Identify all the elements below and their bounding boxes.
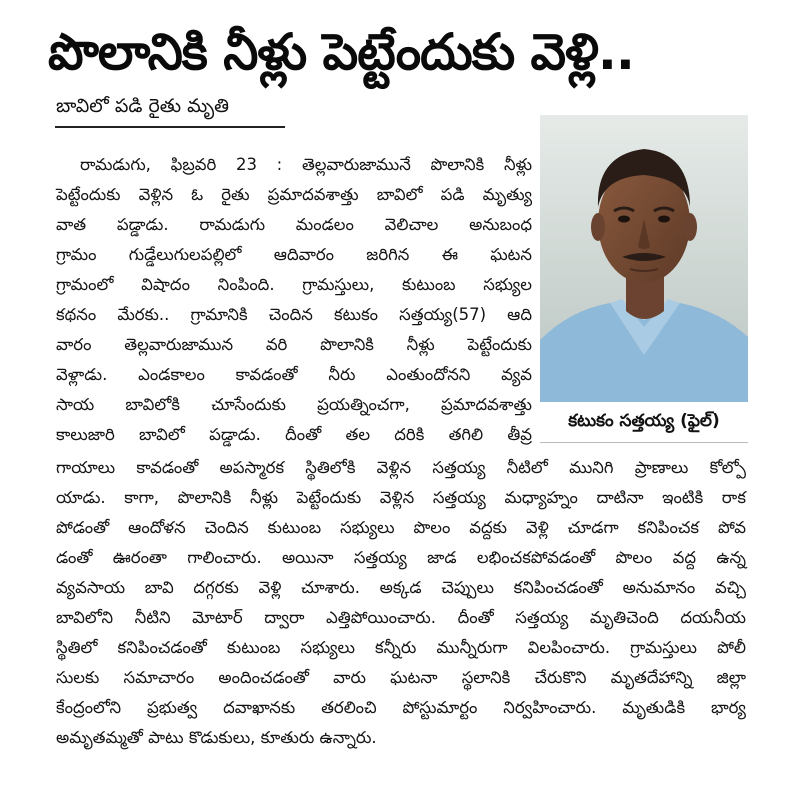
- body-line: డంతో ఊరంతా గాలించారు. అయినా సత్తయ్య జాడ లభించకపోవడంతో పొలం వద్ద ఉన్న: [56, 548, 746, 567]
- body-line: బావిలోని నీటిని మోటార్ ద్వారా ఎత్తిపోయించారు. దీంతో సత్తయ్య మృతిచెంది దయనీయ: [56, 608, 746, 627]
- body-line: కాలుజారి బావిలో పడ్డాడు. దీంతో తల దరికి తగిలి తీవ్ర: [56, 425, 532, 444]
- body-line: కథనం మేరకు.. గ్రామానికి చెందిన కటుకం సత్తయ్య(57) ఆది: [56, 305, 532, 324]
- body-line: గ్రామంలో విషాదం నింపింది. గ్రామస్తులు, కుటుంబ సభ్యుల: [56, 275, 532, 294]
- body-line: వారం తెల్లవారుజామున వరి పొలానికి నీళ్లు పెట్టేందుకు: [56, 335, 532, 354]
- body-line: పోడంతో ఆందోళన చెందిన కుటుంబ సభ్యులు పొలం వద్దకు వెళ్లి చూడగా కనిపించక పోవ: [56, 518, 746, 537]
- body-line: వ్యవసాయ బావి దగ్గరకు వెళ్లి చూశారు. అక్కడ చెప్పులు కనిపించడంతో అనుమానం వచ్చి: [56, 578, 746, 597]
- body-line: స్థితిలో కనిపించడంతో కుటుంబ సభ్యులు కన్నీరు మున్నీరుగా విలపించారు. గ్రామస్తులు పోలీ: [56, 638, 746, 657]
- subheadline-underline: [55, 126, 285, 128]
- body-line: సాయ బావిలోకి చూసేందుకు ప్రయత్నించగా, ప్రమాదవశాత్తు: [56, 395, 532, 414]
- subheadline: బావిలో పడి రైతు మృతి: [56, 95, 229, 117]
- headline: పొలానికి నీళ్లు పెట్టేందుకు వెళ్లి..: [48, 23, 634, 81]
- body-line: కేంద్రంలోని ప్రభుత్వ దవాఖానకు తరలించి పోస్టుమార్టం నిర్వహించారు. మృతుడికి భార్య: [56, 698, 746, 717]
- body-line: వాత పడ్డాడు. రామడుగు మండలం వెలిచాల అనుబంధ: [56, 215, 532, 234]
- body-line: పెట్టేందుకు వెళ్లిన ఓ రైతు ప్రమాదవశాత్తు బావిలో పడి మృత్యు: [56, 185, 532, 204]
- body-line: యాడు. కాగా, పొలానికి నీళ్లు పెట్టేందుకు వెళ్లిన సత్తయ్య మధ్యాహ్నం దాటినా ఇంటికి రాక: [56, 488, 746, 507]
- farmer-photo: [540, 115, 748, 402]
- body-line: అమృతమ్మతో పాటు కొడుకులు, కూతురు ఉన్నారు.: [56, 728, 377, 747]
- body-line: గాయాలు కావడంతో అపస్మారక స్థితిలోకి వెళ్లిన సత్తయ్య నీటిలో మునిగి ప్రాణాలు కోల్పో: [56, 458, 746, 477]
- photo-caption-box: [540, 402, 748, 443]
- body-line: రామడుగు, ఫిబ్రవరి 23 : తెల్లవారుజామునే పొలానికి నీళ్లు: [80, 155, 532, 174]
- portrait-image: [540, 115, 748, 402]
- body-line: గ్రామం గుడ్డేలుగులపల్లిలో ఆదివారం జరిగిన ఈ ఘటన: [56, 245, 532, 264]
- photo-caption: కటుకం సత్తయ్య (ఫైల్): [568, 411, 720, 431]
- body-line: సులకు సమాచారం అందించడంతో వారు ఘటనా స్థలానికి చేరుకొని మృతదేహాన్ని జిల్లా: [56, 668, 746, 687]
- body-line: వెళ్లాడు. ఎండకాలం కావడంతో నీరు ఎంతుందోనని వ్యవ: [56, 365, 532, 384]
